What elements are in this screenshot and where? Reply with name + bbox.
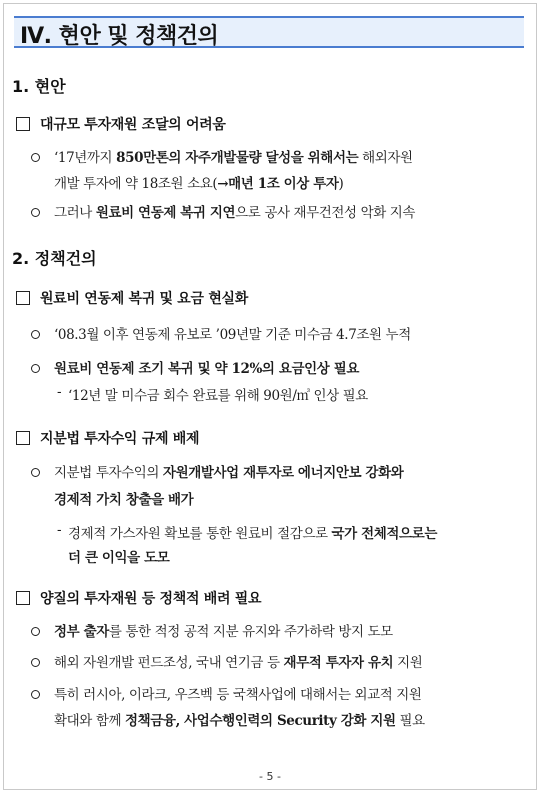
sub-bullet-text: ‘12년 말 미수금 회수 완료를 위해 90원/㎥ 인상 필요 — [68, 388, 368, 404]
circle-bullet-icon — [31, 330, 40, 339]
box-item-equity-method-exclusion — [16, 428, 199, 448]
box-item-fuel-cost-linkage — [16, 288, 248, 308]
bullet-text: 지분법 투자수익의 자원개발사업 재투자로 에너지안보 강화와 — [54, 465, 404, 481]
section-heading-policy-proposals: 2. 정책건의 — [12, 249, 97, 268]
circle-bullet-icon — [31, 658, 40, 667]
bullet-text: 그러나 원료비 연동제 복귀 지연으로 공사 재무건전성 악화 지속 — [54, 205, 416, 221]
bullet-text: ‘17년까지 850만톤의 자주개발물량 달성을 위해서는 해외자원 — [54, 150, 413, 166]
bullet-text: 특히 러시아, 이라크, 우즈벡 등 국책사업에 대해서는 외교적 지원 — [54, 687, 422, 703]
circle-bullet-icon — [31, 208, 40, 217]
bullet-text-continued: 확대와 함께 정책금융, 사업수행인력의 Security 강화 지원 필요 — [54, 713, 425, 729]
box-item-label: 대규모 투자재원 조달의 어려움 — [40, 117, 226, 133]
section-heading-current-issues: 1. 현안 — [12, 77, 66, 96]
square-bullet-icon — [16, 591, 30, 605]
sub-bullet-text: 경제적 가스자원 확보를 통한 원료비 절감으로 국가 전체적으로는 — [68, 526, 437, 542]
bullet-text: 해외 자원개발 펀드조성, 국내 연기금 등 재무적 투자자 유치 지원 — [54, 655, 423, 671]
bullet-text: 정부 출자를 통한 적정 공적 지분 유지와 주가하락 방지 도모 — [54, 624, 393, 640]
box-item-label: 원료비 연동제 복귀 및 요금 현실화 — [40, 291, 249, 307]
chapter-title: Ⅳ. 현안 및 정책건의 — [20, 24, 219, 49]
square-bullet-icon — [16, 291, 30, 305]
box-item-policy-support — [16, 588, 261, 608]
box-item-label: 양질의 투자재원 등 정책적 배려 필요 — [40, 591, 262, 607]
circle-bullet-icon — [31, 627, 40, 636]
box-item-funding-difficulty — [16, 114, 226, 134]
bullet-text-continued: 개발 투자에 약 18조원 소요(→매년 1조 이상 투자) — [54, 176, 344, 192]
box-item-label: 지분법 투자수익 규제 배제 — [40, 431, 200, 447]
bullet-text-continued: 경제적 가치 창출을 배가 — [54, 492, 194, 508]
square-bullet-icon — [16, 117, 30, 131]
circle-bullet-icon — [31, 468, 40, 477]
page-number: - 5 - — [259, 770, 281, 783]
bullet-text: 원료비 연동제 조기 복귀 및 약 12%의 요금인상 필요 — [54, 361, 359, 377]
circle-bullet-icon — [31, 690, 40, 699]
dash-bullet-icon: - — [57, 384, 62, 400]
circle-bullet-icon — [31, 153, 40, 162]
bullet-text: ‘08.3월 이후 연동제 유보로 ’09년말 기준 미수금 4.7조원 누적 — [54, 327, 411, 343]
dash-bullet-icon: - — [57, 522, 62, 538]
chapter-header — [14, 16, 524, 48]
square-bullet-icon — [16, 431, 30, 445]
sub-bullet-text-continued: 더 큰 이익을 도모 — [68, 550, 170, 566]
circle-bullet-icon — [31, 364, 40, 373]
